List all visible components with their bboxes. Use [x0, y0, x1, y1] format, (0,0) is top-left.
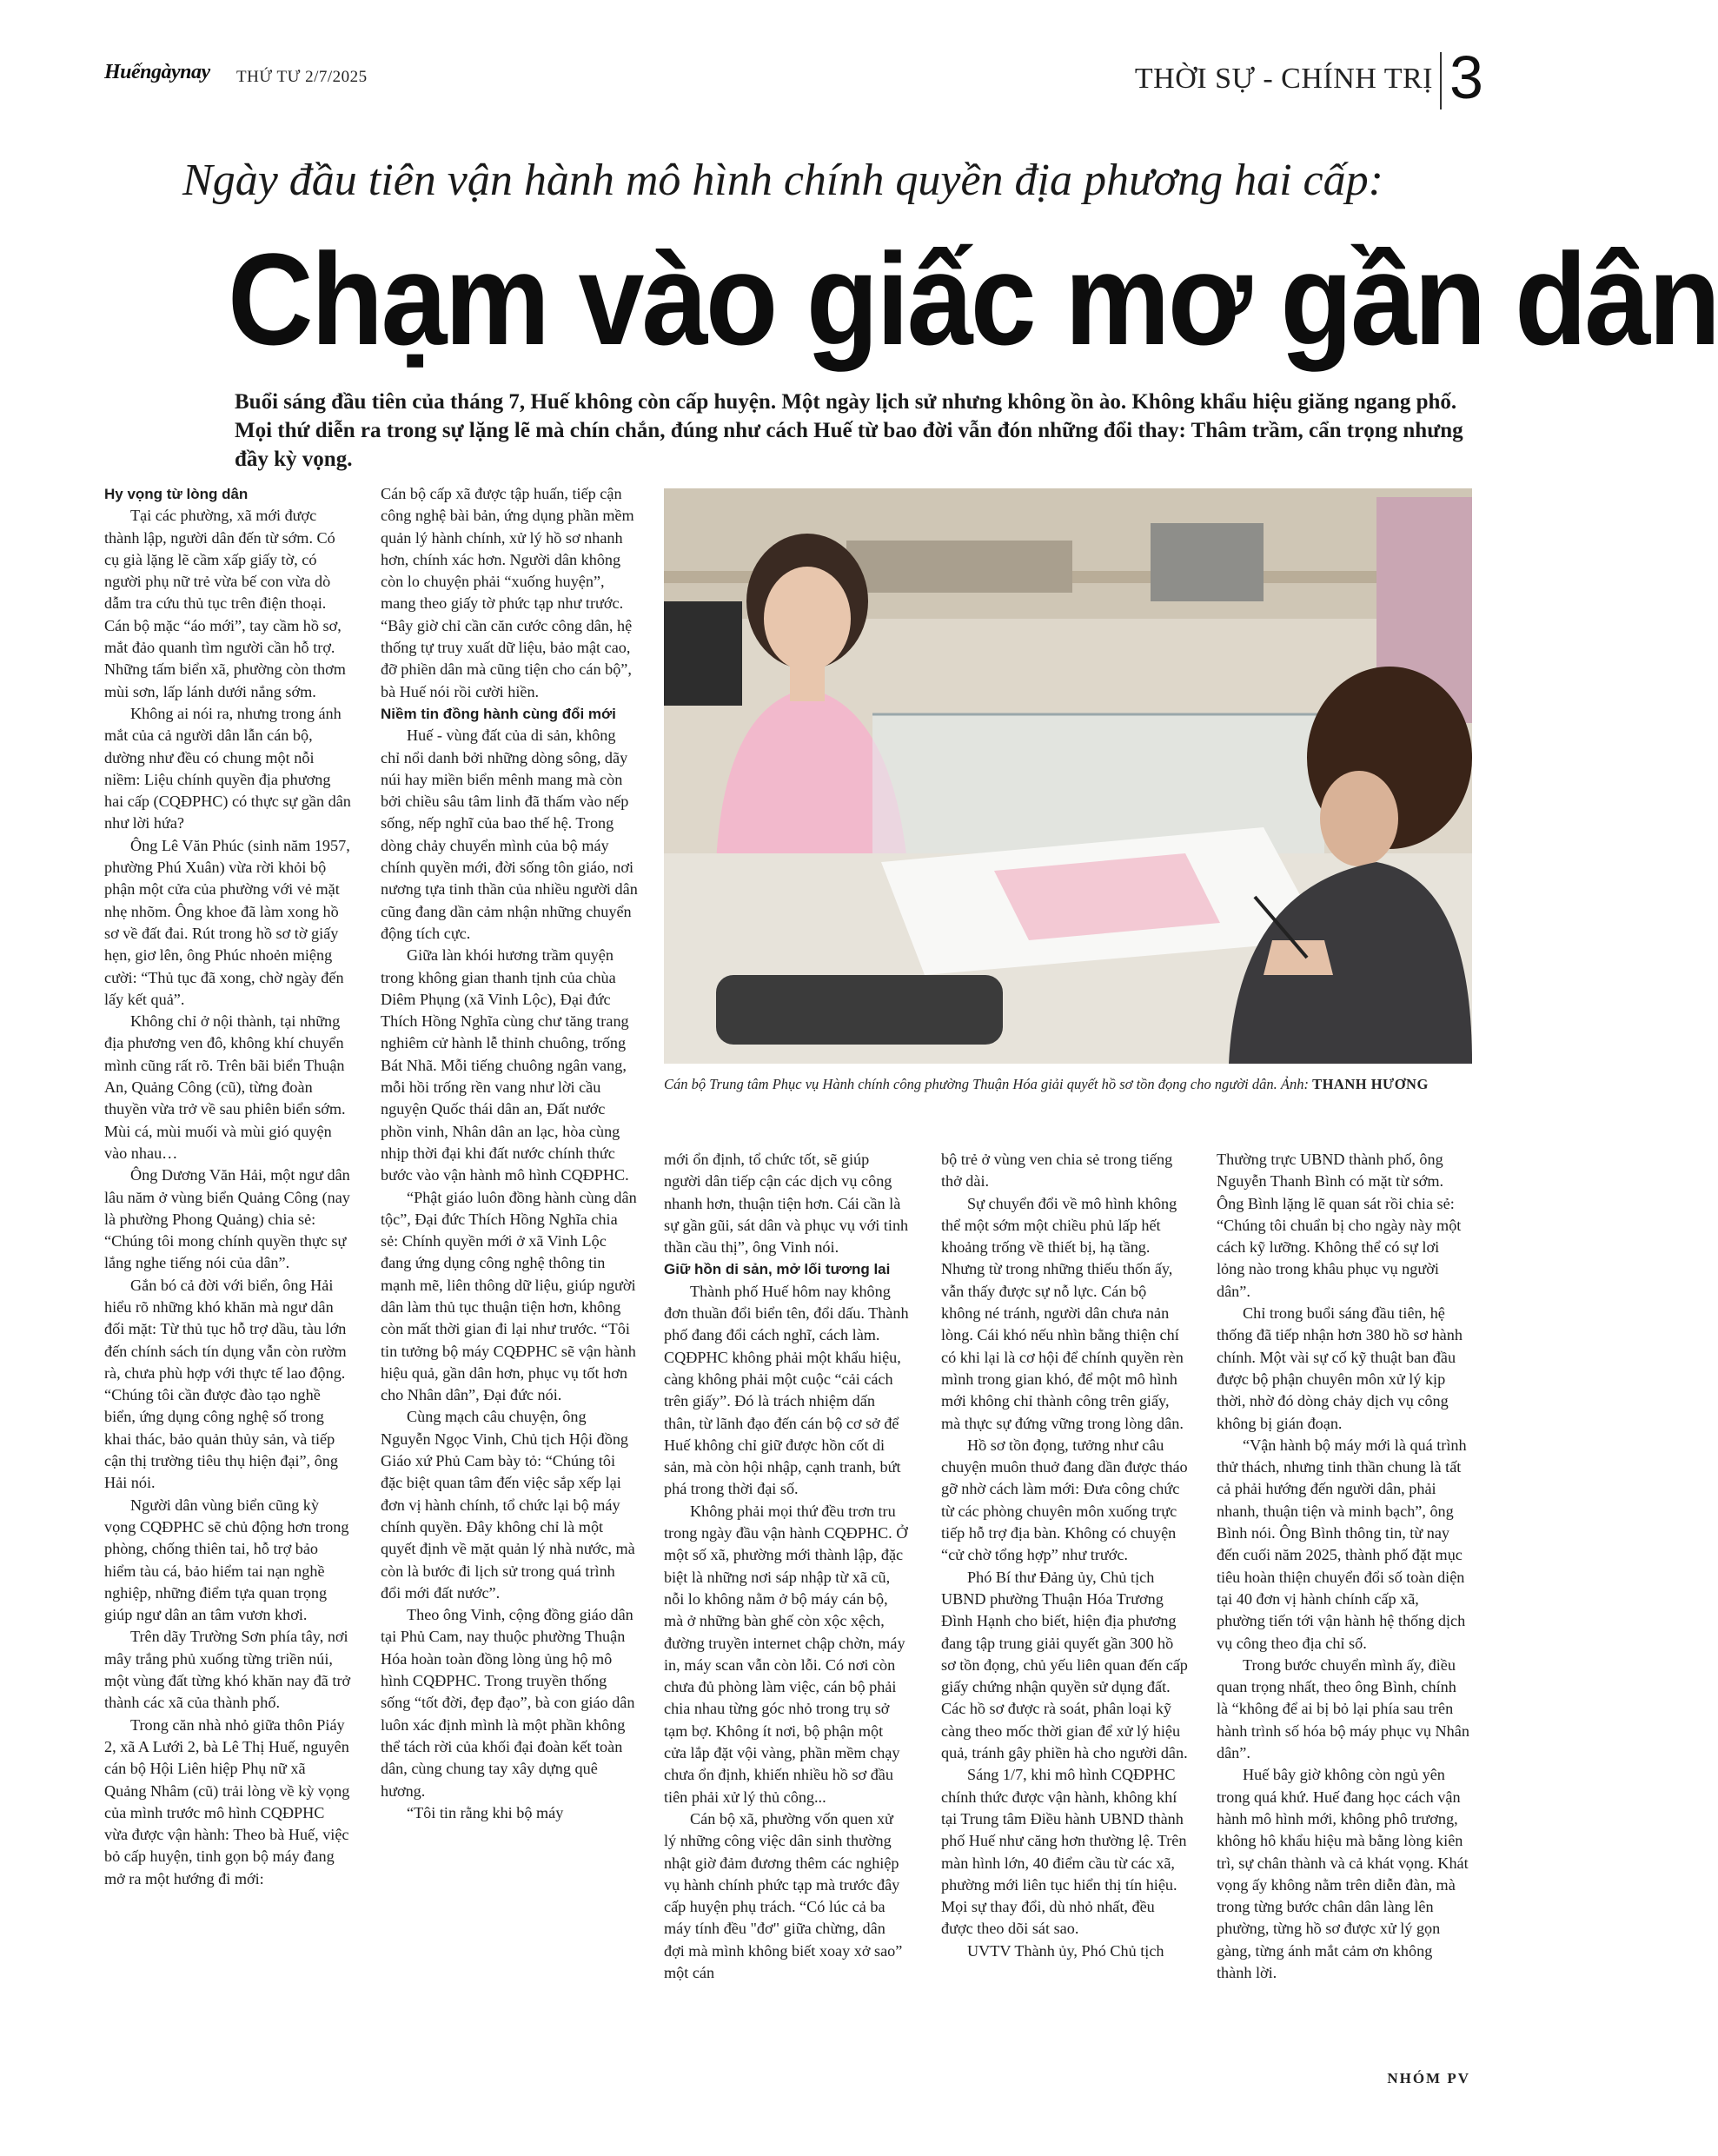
- paragraph: Giữa làn khói hương trầm quyện trong không gian thanh tịnh của chùa Diêm Phụng (xã Vinh Lộc), Đại đức Thích Hồng Nghĩa cùng chư tăng trang nghiêm cử hành lễ thỉnh chuông, trống Bát Nhã. Mỗi tiếng chuông ngân vang, mỗi hồi trống rền vang như lời cầu nguyện Quốc thái dân an, Đất nước phồn vinh, Nhân dân an lạc, hòa cùng nhịp thời đại khi đất nước chính thức bước vào vận hành mô hình CQĐPHC.: [381, 946, 629, 1184]
- article-column-1: [104, 483, 351, 1890]
- paragraph: Huế bây giờ không còn ngủ yên trong quá khứ. Huế đang học cách vận hành mô hình mới, không phô trương, không hô khẩu hiệu mà bằng lòng kiên trì, sự chân thành và cả khát vọng. Khát vọng ấy không nằm trên diễn đàn, mà trong từng bước chân dân làng lên phường, từng hồ sơ được xử lý gọn gàng, từng ánh mắt cảm ơn không thành lời.: [1217, 1766, 1469, 1981]
- paragraph: Huế - vùng đất của di sản, không chỉ nổi danh bởi những dòng sông, dãy núi hay miền biển mênh mang mà còn bởi chiều sâu tâm linh đã thấm vào nếp sống, nếp nghĩ của bao thế hệ. Trong dòng chảy chuyển mình của bộ máy chính quyền mới, đời sống tôn giáo, nơi nương tựa tinh thần của nhiều người dân cũng đang dần cảm nhận những chuyển động tích cực.: [381, 726, 638, 942]
- paragraph: bộ trẻ ở vùng ven chia sẻ trong tiếng thở dài.: [941, 1151, 1173, 1191]
- caption-text: Cán bộ Trung tâm Phục vụ Hành chính công phường Thuận Hóa giải quyết hồ sơ tồn đọng cho người dân. Ảnh:: [664, 1076, 1309, 1092]
- paragraph: Ông Lê Văn Phúc (sinh năm 1957, phường Phú Xuân) vừa rời khỏi bộ phận một cửa của phường với vẻ mặt nhẹ nhõm. Ông khoe đã làm xong hồ sơ về đất đai. Rút trong hồ sơ tờ giấy hẹn, giơ lên, ông Phúc nhoẻn miệng cười: “Thủ tục đã xong, chờ ngày đến lấy kết quả”.: [104, 836, 350, 1008]
- paragraph: Thường trực UBND thành phố, ông Nguyễn Thanh Bình có mặt từ sớm. Ông Bình lặng lẽ quan sát rồi chia sẻ: “Chúng tôi chuẩn bị cho ngày này một cách kỹ lưỡng. Không thể có sự lơi lỏng nào trong khâu phục vụ người dân”.: [1217, 1151, 1462, 1300]
- byline: NHÓM PV: [1387, 2070, 1470, 2086]
- article-kicker: Ngày đầu tiên vận hành mô hình chính quyền địa phương hai cấp:: [182, 156, 1383, 205]
- subheading: Hy vọng từ lòng dân: [104, 486, 249, 502]
- paragraph: Không phải mọi thứ đều trơn tru trong ngày đầu vận hành CQĐPHC. Ở một số xã, phường mới thành lập, đặc biệt là những nơi sáp nhập từ xã cũ, nỗi lo không nằm ở bộ máy cán bộ, mà ở những bàn ghế còn xộc xệch, đường truyền internet chập chờn, máy in, máy scan vẫn còn lỗi. Có nơi còn chưa đủ phòng làm việc, cán bộ phải chia nhau từng góc nhỏ trong trụ sở tạm bợ. Không ít nơi, bộ phận một cửa lắp đặt vội vàng, phần mềm chạy chưa ổn định, khiến nhiều hồ sơ đầu tiên phải xử lý thủ công...: [664, 1502, 908, 1806]
- paragraph: Cùng mạch câu chuyện, ông Nguyễn Ngọc Vinh, Chủ tịch Hội đồng Giáo xứ Phủ Cam bày tỏ: “Chúng tôi đặc biệt quan tâm đến việc sắp xếp lại đơn vị hành chính, tổ chức lại bộ máy chính quyền. Đây không chỉ là một quyết định về mặt quản lý nhà nước, mà còn là bước đi lịch sử trong quá trình đổi mới đất nước”.: [381, 1408, 635, 1602]
- paragraph: Ông Dương Văn Hải, một ngư dân lâu năm ở vùng biển Quảng Công (nay là phường Phong Quảng) chia sẻ: “Chúng tôi mong chính quyền thực sự lắng nghe tiếng nói của dân”.: [104, 1166, 350, 1272]
- article-column-5: [1217, 1149, 1470, 1984]
- paragraph: mới ổn định, tổ chức tốt, sẽ giúp người dân tiếp cận các dịch vụ công nhanh hơn, thuận tiện hơn. Cái cần là sự gần gũi, sát dân và phục vụ với tinh thần cầu thị”, ông Vinh nói.: [664, 1151, 909, 1257]
- paragraph: Chỉ trong buổi sáng đầu tiên, hệ thống đã tiếp nhận hơn 380 hồ sơ hành chính. Một vài sự cố kỹ thuật ban đầu được bộ phận chuyên môn xử lý kịp thời, nhờ đó dòng chảy dịch vụ công không bị gián đoạn.: [1217, 1304, 1463, 1432]
- paragraph: Tại các phường, xã mới được thành lập, người dân đến từ sớm. Có cụ già lặng lẽ cầm xấp giấy tờ, có người phụ nữ trẻ vừa bế con vừa dò dẫm tra cứu thủ tục trên điện thoại. Cán bộ mặc “áo mới”, tay cầm hồ sơ, mắt đảo quanh tìm người cần hỗ trợ. Những tấm biển xã, phường còn thơm mùi sơn, lấp lánh dưới nắng sớm.: [104, 507, 346, 700]
- paragraph: Người dân vùng biển cũng kỳ vọng CQĐPHC sẽ chủ động hơn trong phòng, chống thiên tai, hỗ trợ bảo hiểm tàu cá, bảo hiểm tai nạn nghề nghiệp, những điểm tựa quan trọng giúp ngư dân an tâm vươn khơi.: [104, 1496, 349, 1624]
- paragraph: Trong bước chuyển mình ấy, điều quan trọng nhất, theo ông Bình, chính là “không để ai bị bỏ lại phía sau trên hành trình số hóa bộ máy phục vụ Nhân dân”.: [1217, 1655, 1469, 1762]
- section-name: THỜI SỰ - CHÍNH TRỊ: [1134, 63, 1433, 95]
- paragraph: Hồ sơ tồn đọng, tưởng như câu chuyện muôn thuở đang dần được tháo gỡ nhờ cách làm mới: Đưa công chức từ các phòng chuyên môn xuống trực tiếp hỗ trợ địa bàn. Không có chuyện “cử chờ tổng hợp” như trước.: [941, 1436, 1188, 1564]
- issue-date: THỨ TƯ 2/7/2025: [236, 68, 368, 86]
- paragraph: Cán bộ cấp xã được tập huấn, tiếp cận công nghệ bài bản, ứng dụng phần mềm quản lý hành chính, xử lý hồ sơ nhanh hơn, chính xác hơn. Người dân không còn lo chuyện phải “xuống huyện”, mang theo giấy tờ phức tạp như trước. “Bây giờ chỉ cần căn cước công dân, hệ thống tự truy xuất dữ liệu, bảo mật cao, đỡ phiền dân mà cũng tiện cho cán bộ”, bà Huế nói rồi cười hiền.: [381, 485, 634, 700]
- header-divider: [1440, 52, 1442, 109]
- subheading: Niềm tin đồng hành cùng đổi mới: [381, 705, 616, 722]
- article-headline: Chạm vào giấc mơ gần dân: [228, 226, 1718, 372]
- paragraph: Trong căn nhà nhỏ giữa thôn Piáy 2, xã A Lưới 2, bà Lê Thị Huế, nguyên cán bộ Hội Liên hiệp Phụ nữ xã Quảng Nhâm (cũ) trải lòng về kỳ vọng của mình trước mô hình CQĐPHC vừa được vận hành: Theo bà Huế, việc bỏ cấp huyện, tinh gọn bộ máy đang mở ra một hướng đi mới:: [104, 1715, 350, 1887]
- article-lead: Buổi sáng đầu tiên của tháng 7, Huế không còn cấp huyện. Một ngày lịch sử nhưng không ồn ào. Không khẩu hiệu giăng ngang phố. Mọi thứ diễn ra trong sự lặng lẽ mà chín chắn, đúng như cách Huế từ bao đời vẫn đón những đổi thay: Thâm trầm, cẩn trọng nhưng đầy kỳ vọng.: [235, 390, 1463, 471]
- article-photo: [664, 488, 1472, 1064]
- page-number: 3: [1449, 43, 1483, 111]
- paragraph: Phó Bí thư Đảng ủy, Chủ tịch UBND phường Thuận Hóa Trương Đình Hạnh cho biết, hiện địa phương đang tập trung giải quyết gần 300 hồ sơ tồn đọng, chủ yếu liên quan đến cấp giấy chứng nhận quyền sử dụng đất. Các hồ sơ được rà soát, phân loại kỹ càng theo mốc thời gian để xử lý hiệu quả, tránh gây phiền hà cho người dân.: [941, 1568, 1188, 1762]
- photo-credit: THANH HƯƠNG: [1312, 1076, 1429, 1092]
- paragraph: “Vận hành bộ máy mới là quá trình thử thách, nhưng tinh thần chung là tất cả phải hướng đến người dân, phải nhanh, thuận tiện và minh bạch”, ông Bình nói. Ông Bình thông tin, từ nay đến cuối năm 2025, thành phố đặt mục tiêu hoàn thiện chuyển đổi số toàn diện tại 40 đơn vị hành chính cấp xã, phường tiến tới vận hành hệ thống dịch vụ công theo địa chỉ số.: [1217, 1436, 1467, 1652]
- masthead-logo: Huếngàynay: [104, 61, 210, 83]
- paragraph: “Tôi tin rằng khi bộ máy: [407, 1803, 564, 1821]
- paragraph: Theo ông Vinh, cộng đồng giáo dân tại Phủ Cam, nay thuộc phường Thuận Hóa hoàn toàn đồng lòng ủng hộ mô hình CQĐPHC. Trong truyền thống sống “tốt đời, đẹp đạo”, bà con giáo dân luôn xác định mình là một phần không thể tách rời của khối đại đoàn kết toàn dân, cùng chung tay xây dựng quê hương.: [381, 1606, 635, 1800]
- paragraph: Sự chuyển đổi về mô hình không thể một sớm một chiều phủ lấp hết khoảng trống về thiết bị, hạ tầng. Nhưng từ trong những thiếu thốn ấy, vẫn thấy được sự nỗ lực. Cán bộ không né tránh, người dân chưa nản lòng. Cái khó nếu nhìn bằng thiện chí có khi lại là cơ hội để chính quyền rèn mình trong gian khó, để một mô hình mới không chỉ thành công trên giấy, mà thực sự đứng vững trong lòng dân.: [941, 1194, 1184, 1432]
- paragraph: “Phật giáo luôn đồng hành cùng dân tộc”, Đại đức Thích Hồng Nghĩa chia sẻ: Chính quyền mới ở xã Vinh Lộc đang ứng dụng công nghệ thông tin mạnh mẽ, liên thông dữ liệu, giúp người dân làm thủ tục thuận tiện hơn, không còn mất thời gian đi lại như trước. “Tôi tin tưởng bộ máy CQĐPHC sẽ vận hành hiệu quả, gần dân hơn, phục vụ tốt hơn cho Nhân dân”, Đại đức nói.: [381, 1188, 637, 1404]
- paragraph: Thành phố Huế hôm nay không đơn thuần đổi biển tên, đổi dấu. Thành phố đang đổi cách nghĩ, cách làm. CQĐPHC không phải một khẩu hiệu, càng không phải một cuộc “cải cách trên giấy”. Đó là trách nhiệm dấn thân, từ lãnh đạo đến cán bộ cơ sở để Huế không chỉ giữ được hồn cốt di sản, mà còn hội nhập, cạnh tranh, bứt phá trong thời đại số.: [664, 1282, 909, 1498]
- paragraph: Không ai nói ra, nhưng trong ánh mắt của cả người dân lẫn cán bộ, dường như đều có chung một nỗi niềm: Liệu chính quyền địa phương hai cấp (CQĐPHC) có thực sự gần dân như lời hứa?: [104, 704, 351, 833]
- subheading: Giữ hồn di sản, mở lối tương lai: [664, 1261, 891, 1278]
- paragraph: Sáng 1/7, khi mô hình CQĐPHC chính thức được vận hành, không khí tại Trung tâm Điều hành UBND thành phố Huế như căng hơn thường lệ. Trên màn hình lớn, 40 điểm cầu từ các xã, phường mới liên tục hiển thị tín hiệu. Mọi sự thay đổi, dù nhỏ nhất, đều được theo dõi sát sao.: [941, 1766, 1187, 1938]
- article-column-4: [941, 1149, 1190, 1962]
- photo-illustration: [664, 488, 1472, 1064]
- paragraph: UVTV Thành ủy, Phó Chủ tịch: [967, 1941, 1164, 1960]
- article-column-3: [664, 1149, 909, 1984]
- paragraph: Gắn bó cả đời với biển, ông Hải hiểu rõ những khó khăn mà ngư dân đối mặt: Từ thủ tục hỗ trợ dầu, tàu lớn đến chính sách tín dụng vẫn còn rườm rà, chưa phù hợp với thực tế lao động. “Chúng tôi cần được đào tạo nghề biển, ứng dụng công nghệ số trong khai thác, bảo quản thủy sản, và tiếp cận thị trường tiêu thụ hiện đại”, ông Hải nói.: [104, 1276, 347, 1492]
- paragraph: Trên dãy Trường Sơn phía tây, nơi mây trắng phủ xuống từng triền núi, một vùng đất từng khó khăn nay đã trở thành các xã của thành phố.: [104, 1628, 351, 1712]
- article-column-2: [381, 483, 638, 1824]
- photo-caption: [664, 1074, 1472, 1094]
- paragraph: Không chỉ ở nội thành, tại những địa phương ven đô, không khí chuyển mình cũng rất rõ. Trên bãi biển Thuận An, Quảng Công (cũ), từng đoàn thuyền vừa trở về sau phiên biển sớm. Mùi cá, mùi muối và mùi gió quyện vào nhau…: [104, 1012, 346, 1162]
- paragraph: Cán bộ xã, phường vốn quen xử lý những công việc dân sinh thường nhật giờ đảm đương thêm các nghiệp vụ hành chính phức tạp mà trước đây cấp huyện phụ trách. “Có lúc cả ba máy tính đều "đơ" giữa chừng, dân đợi mà mình không biết xoay xở sao” một cán: [664, 1809, 903, 1981]
